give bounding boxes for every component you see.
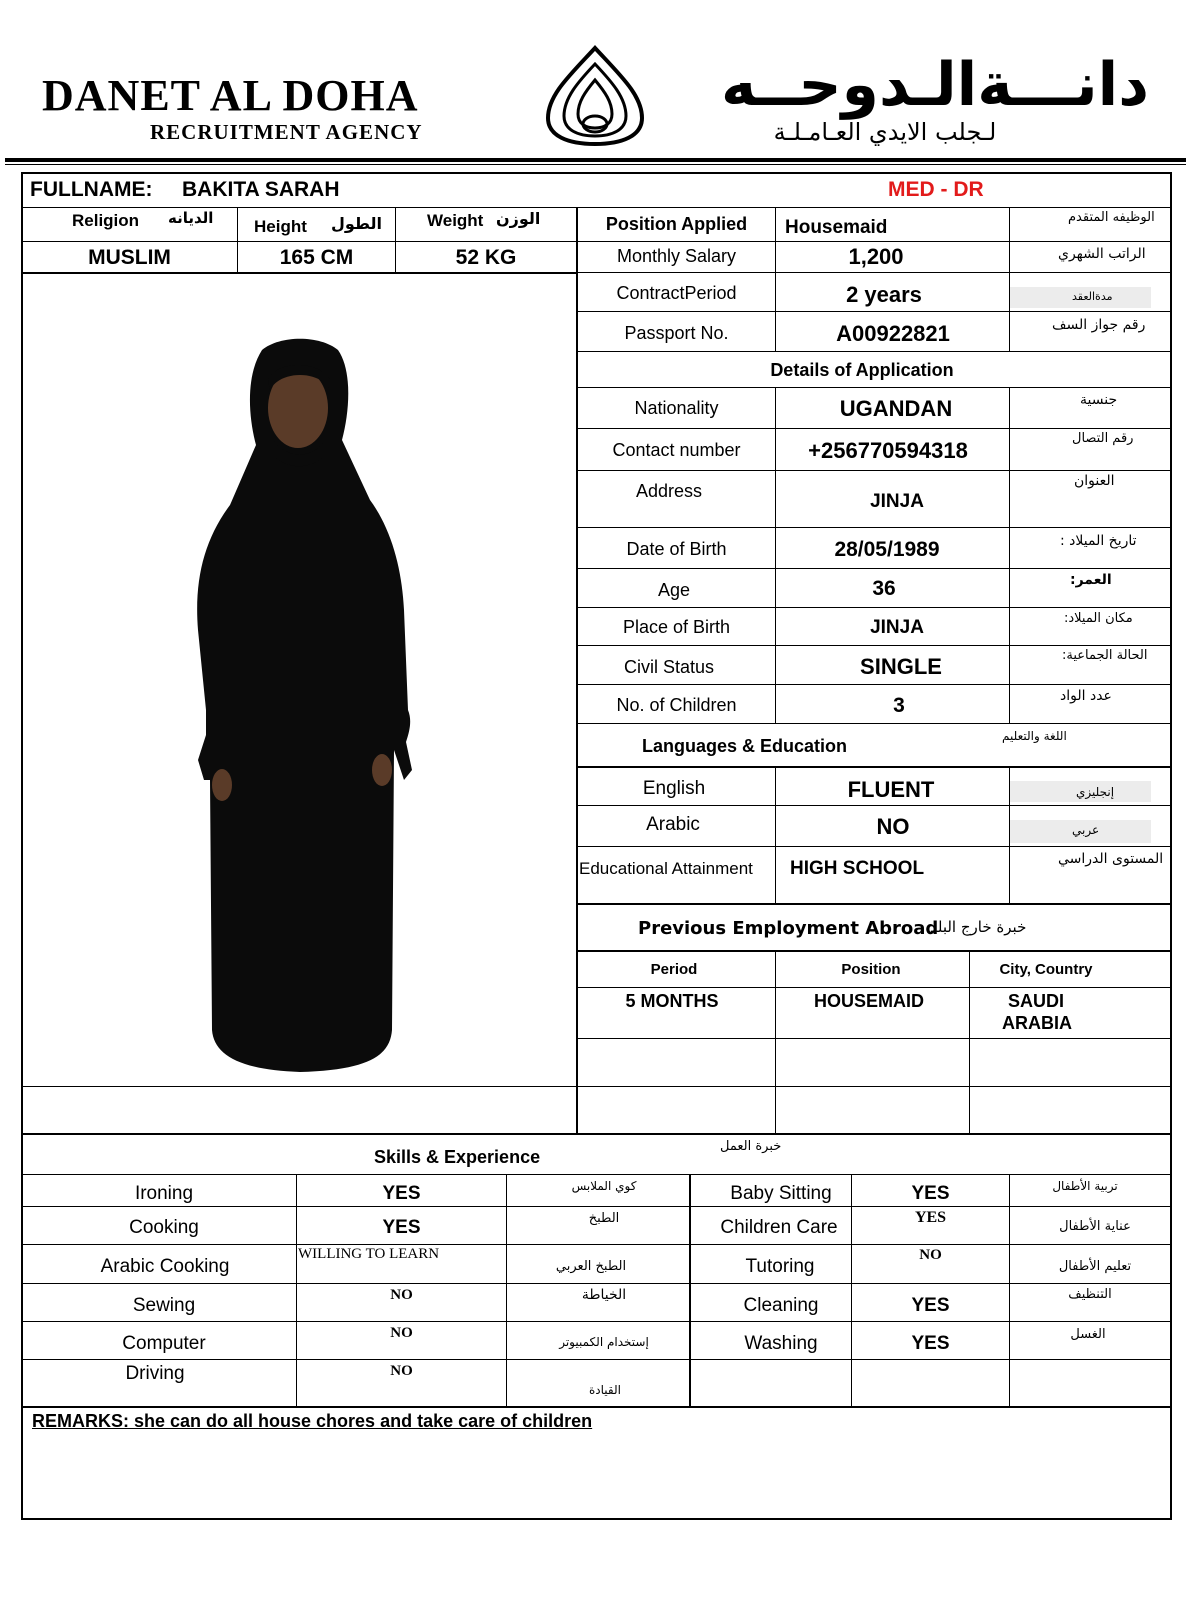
skill-baby-sitting-value: YES bbox=[911, 1183, 950, 1204]
religion-value: MUSLIM bbox=[88, 246, 171, 269]
skill-washing-label-arabic: الغسل bbox=[1070, 1327, 1106, 1342]
contract-period-label-arabic: مدةالعقد bbox=[1072, 290, 1113, 303]
skill-cooking-value: YES bbox=[382, 1217, 421, 1238]
grid-line bbox=[577, 568, 1172, 569]
skill-sewing-label: Sewing bbox=[132, 1295, 196, 1316]
age-label: Age bbox=[657, 580, 691, 600]
grid-line bbox=[577, 1038, 1172, 1039]
date-of-birth-label-arabic: تاريخ الميلاد : bbox=[1060, 533, 1137, 549]
skill-cleaning-value: YES bbox=[911, 1295, 950, 1316]
skill-sewing-value: NO bbox=[390, 1287, 413, 1303]
grid-line bbox=[577, 684, 1172, 685]
employment-period: 5 MONTHS bbox=[625, 991, 719, 1011]
skill-sewing-label-arabic: الخياطة bbox=[581, 1287, 627, 1303]
position-applied-label-arabic: الوظيفه المتقدم bbox=[1068, 210, 1155, 225]
skill-washing-label: Washing bbox=[744, 1333, 818, 1354]
passport-value: A00922821 bbox=[836, 321, 950, 346]
grid-line bbox=[577, 527, 1172, 528]
employment-country-line2: ARABIA bbox=[1002, 1013, 1072, 1033]
skill-driving-label-arabic: القيادة bbox=[589, 1383, 621, 1397]
skill-tutoring-value: NO bbox=[919, 1247, 942, 1263]
grid-line bbox=[577, 805, 1172, 806]
skill-arabic-cooking-label-arabic: الطبخ العربي bbox=[555, 1259, 627, 1274]
grid-line bbox=[21, 1133, 1172, 1135]
age-value: 36 bbox=[872, 577, 896, 600]
skills-heading: Skills & Experience bbox=[374, 1147, 541, 1167]
place-of-birth-label: Place of Birth bbox=[622, 617, 731, 637]
children-label-arabic: عدد الواد bbox=[1060, 688, 1112, 704]
position-applied-label: Position Applied bbox=[605, 214, 748, 234]
skill-baby-sitting-label-arabic: تربية الأطفال bbox=[1052, 1179, 1118, 1193]
skill-ironing-label-arabic: كوي الملابس bbox=[571, 1179, 637, 1193]
monthly-salary-value: 1,200 bbox=[848, 244, 904, 269]
skill-tutoring-label-arabic: تعليم الأطفال bbox=[1058, 1259, 1132, 1274]
grid-line bbox=[689, 1174, 691, 1406]
grid-line bbox=[577, 987, 1172, 988]
education-value: HIGH SCHOOL bbox=[790, 858, 925, 879]
address-label: Address bbox=[636, 481, 703, 501]
applicant-code: MED - DR bbox=[888, 178, 984, 201]
arabic-label: Arabic bbox=[646, 814, 700, 835]
contact-number-value: +256770594318 bbox=[808, 438, 968, 463]
nationality-label-arabic: جنسية bbox=[1080, 392, 1118, 408]
civil-status-value: SINGLE bbox=[860, 654, 942, 679]
monthly-salary-label: Monthly Salary bbox=[616, 246, 737, 266]
civil-status-label: Civil Status bbox=[623, 657, 715, 677]
date-of-birth-label: Date of Birth bbox=[626, 539, 727, 559]
grid-line bbox=[21, 1174, 1172, 1175]
weight-label: Weight bbox=[427, 211, 484, 230]
height-label: Height bbox=[254, 217, 307, 236]
grid-line bbox=[577, 903, 1172, 905]
children-value: 3 bbox=[893, 694, 905, 717]
header-rule bbox=[5, 158, 1186, 162]
agency-subtitle-arabic: لـجلب الايدي العـامـلـة bbox=[773, 118, 997, 146]
remarks-text: REMARKS: she can do all house chores and take care of children bbox=[32, 1411, 593, 1431]
arabic-label-arabic: عربي bbox=[1072, 823, 1100, 837]
grid-line bbox=[21, 1244, 1172, 1245]
grid-line bbox=[851, 1174, 852, 1406]
application-heading: Details of Application bbox=[770, 360, 954, 380]
agency-name: DANET AL DOHA bbox=[42, 71, 419, 120]
grid-line bbox=[21, 207, 1172, 208]
weight-value: 52 KG bbox=[455, 246, 517, 269]
contract-period-value: 2 years bbox=[846, 282, 922, 307]
skill-computer-value: NO bbox=[390, 1325, 413, 1341]
grid-line bbox=[775, 950, 776, 1133]
religion-label: Religion bbox=[72, 211, 140, 230]
employment-heading: Previous Employment Abroad bbox=[638, 918, 939, 939]
employment-col-period: Period bbox=[650, 961, 698, 978]
place-of-birth-value: JINJA bbox=[870, 617, 924, 638]
skill-arabic-cooking-label: Arabic Cooking bbox=[100, 1256, 230, 1277]
grid-line bbox=[577, 311, 1172, 312]
skill-computer-label: Computer bbox=[122, 1333, 206, 1354]
grid-line bbox=[577, 272, 1172, 273]
header-rule-thin bbox=[5, 164, 1186, 165]
grid-line bbox=[577, 766, 1172, 768]
skill-children-care-label-arabic: عناية الأطفال bbox=[1059, 1219, 1131, 1234]
nationality-value: UGANDAN bbox=[839, 396, 953, 421]
grid-line bbox=[21, 241, 577, 242]
fullname-label: FULLNAME: bbox=[30, 178, 153, 201]
grid-line bbox=[21, 1086, 577, 1087]
employment-country-line1: SAUDI bbox=[1008, 991, 1065, 1011]
fullname-value: BAKITA SARAH bbox=[182, 178, 340, 201]
passport-label-arabic: رقم جواز السف bbox=[1052, 317, 1146, 333]
grid-line bbox=[21, 1359, 1172, 1360]
education-label: Educational Attainment bbox=[579, 859, 753, 878]
address-value: JINJA bbox=[870, 491, 924, 512]
agency-subtitle: RECRUITMENT AGENCY bbox=[150, 120, 423, 144]
address-label-arabic: العنوان bbox=[1074, 473, 1115, 489]
arabic-value: NO bbox=[876, 814, 910, 839]
grid-line bbox=[21, 272, 577, 274]
english-label: English bbox=[642, 778, 706, 799]
contact-number-label: Contact number bbox=[612, 440, 741, 460]
education-label-arabic: المستوى الدراسي bbox=[1058, 851, 1164, 867]
applicant-photo bbox=[180, 330, 420, 1075]
monthly-salary-label-arabic: الراتب الشهري bbox=[1058, 246, 1146, 262]
grid-line bbox=[577, 645, 1172, 646]
agency-name-arabic: دانـــةالـدوحــه bbox=[721, 50, 1149, 120]
height-value: 165 CM bbox=[279, 246, 354, 269]
grid-line bbox=[577, 241, 1172, 242]
skills-heading-arabic: خبرة العمل bbox=[720, 1139, 782, 1154]
skill-baby-sitting-label: Baby Sitting bbox=[730, 1183, 832, 1204]
skill-children-care-label: Children Care bbox=[720, 1217, 838, 1238]
english-value: FLUENT bbox=[847, 777, 935, 802]
contact-number-label-arabic: رقم التصال bbox=[1072, 431, 1134, 446]
skill-children-care-value: YES bbox=[914, 1209, 947, 1226]
grid-line bbox=[21, 1206, 1172, 1207]
passport-label: Passport No. bbox=[624, 323, 729, 343]
grid-line bbox=[1009, 1174, 1010, 1406]
skill-computer-label-arabic: إستخدام الكمبيوتر bbox=[559, 1335, 649, 1349]
grid-line bbox=[577, 470, 1172, 471]
grid-line bbox=[577, 1086, 1172, 1087]
grid-line bbox=[577, 950, 1172, 952]
grid-line bbox=[577, 351, 1172, 352]
employment-position: HOUSEMAID bbox=[813, 991, 924, 1011]
religion-label-arabic: الديانه bbox=[168, 209, 214, 227]
skill-cooking-label: Cooking bbox=[129, 1217, 199, 1238]
skill-arabic-cooking-value: WILLING TO LEARN bbox=[298, 1246, 440, 1262]
height-label-arabic: الطول bbox=[331, 214, 382, 233]
skill-cooking-label-arabic: الطبخ bbox=[588, 1211, 620, 1226]
grid-line bbox=[506, 1174, 507, 1406]
nationality-label: Nationality bbox=[634, 398, 719, 418]
english-label-arabic: إنجليزي bbox=[1076, 785, 1115, 799]
grid-line bbox=[21, 1406, 1172, 1408]
skill-tutoring-label: Tutoring bbox=[745, 1256, 815, 1277]
grid-line bbox=[969, 950, 970, 1133]
grid-line bbox=[577, 723, 1172, 724]
skill-driving-label: Driving bbox=[125, 1363, 185, 1384]
skill-ironing-value: YES bbox=[382, 1183, 421, 1204]
skill-washing-value: YES bbox=[911, 1333, 950, 1354]
weight-label-arabic: الوزن bbox=[496, 209, 541, 228]
grid-line bbox=[577, 428, 1172, 429]
grid-line bbox=[21, 1321, 1172, 1322]
employment-col-country: City, Country bbox=[999, 961, 1093, 978]
skill-cleaning-label: Cleaning bbox=[743, 1295, 819, 1316]
contract-period-label: ContractPeriod bbox=[616, 283, 737, 303]
age-label-arabic: العمر: bbox=[1070, 572, 1112, 588]
skill-driving-value: NO bbox=[390, 1363, 413, 1379]
civil-status-label-arabic: الحالة الجماعية: bbox=[1062, 648, 1148, 663]
position-applied-value: Housemaid bbox=[785, 217, 888, 238]
skill-ironing-label: Ironing bbox=[134, 1183, 194, 1204]
agency-logo-icon bbox=[540, 40, 650, 150]
languages-heading: Languages & Education bbox=[642, 736, 848, 756]
grid-line bbox=[577, 607, 1172, 608]
employment-heading-arabic: خبرة خارج البلد bbox=[930, 918, 1027, 936]
grid-line bbox=[577, 846, 1172, 847]
children-label: No. of Children bbox=[616, 695, 737, 715]
languages-heading-arabic: اللغة والتعليم bbox=[1002, 729, 1067, 743]
skill-cleaning-label-arabic: التنظيف bbox=[1068, 1287, 1112, 1302]
employment-col-position: Position bbox=[841, 961, 901, 978]
grid-line bbox=[577, 387, 1172, 388]
grid-line bbox=[21, 1283, 1172, 1284]
place-of-birth-label-arabic: مكان الميلاد: bbox=[1064, 611, 1133, 626]
date-of-birth-value: 28/05/1989 bbox=[834, 538, 940, 561]
